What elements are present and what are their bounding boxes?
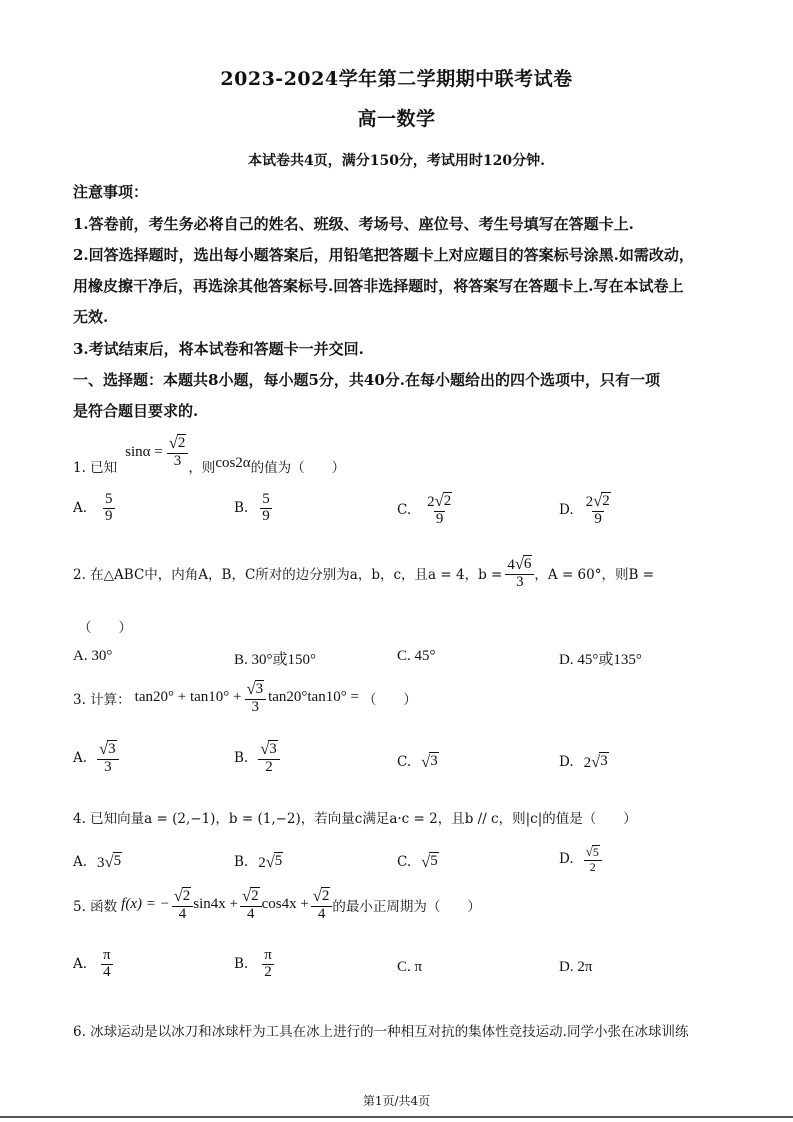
q2-b-den: 3	[516, 573, 524, 590]
q1-d-den: 9	[594, 510, 602, 527]
q2-b-coef: 4	[507, 557, 515, 573]
q2-option-a[interactable]: A. 30°	[73, 648, 113, 664]
q5-t1-den: 4	[178, 905, 187, 922]
q5-t2-rad: 2	[251, 888, 259, 904]
q1-d-coef: 2	[585, 494, 594, 510]
q1-option-a[interactable]	[73, 492, 115, 525]
exam-title: 2023-2024学年第二学期期中联考试卷	[220, 68, 573, 90]
q1-a-den: 9	[105, 507, 113, 524]
q5-t2-den: 4	[247, 905, 255, 922]
section-1-line-2: 是符合题目要求的.	[73, 402, 199, 420]
q4-a-rad: 5	[113, 853, 122, 869]
option-label: D.	[559, 851, 574, 868]
q4-option-a[interactable]: A. 3 √ 5	[73, 852, 122, 871]
q5-a-den: 4	[103, 963, 111, 980]
q2-paren: （ ）	[78, 620, 132, 636]
q3-a-rad: 3	[108, 741, 116, 757]
q1-option-d[interactable]: D. 2 √ 2 9	[559, 491, 610, 527]
note-3: 3.考试结束后，将本试卷和答题卡一并交回.	[73, 340, 364, 358]
q3-option-c[interactable]: C. √ 3	[397, 752, 438, 771]
q4-d-den: 2	[589, 859, 596, 874]
q3-a-den: 3	[104, 758, 112, 775]
q3-option-b[interactable]: B. √ 3 2	[234, 740, 280, 776]
q5-t2-tail: cos4x +	[261, 896, 309, 913]
q1-c-den: 9	[435, 510, 444, 527]
q1-num: 2	[177, 435, 186, 452]
option-label: D.	[559, 501, 574, 518]
q3-den: 3	[251, 698, 260, 715]
q2-option-b[interactable]: B. 30°或150°	[234, 652, 317, 668]
option-label: B.	[234, 956, 249, 973]
q5-t1-rad: 2	[182, 888, 191, 904]
q3-paren: （ ）	[362, 691, 417, 708]
q5-b-den: 2	[264, 963, 272, 980]
q4-b-rad: 5	[274, 853, 283, 869]
q5-t3-rad: 2	[321, 888, 330, 904]
q5-option-b[interactable]	[234, 948, 274, 981]
q5-b-num: π	[264, 947, 272, 963]
q5-a-num: π	[103, 947, 111, 963]
question-6: 6. 冰球运动是以冰刀和冰球杆为工具在冰上进行的一种相互对抗的集体性竞技运动.同学小张在冰球训练	[73, 1024, 689, 1040]
q2-text: 2. 在△ABC中，内角A，B，C所对的边分别为a，b，c，且a = 4，b =	[73, 566, 503, 583]
page-number: 第1页/共4页	[362, 1094, 431, 1108]
question-5: 5. 函数 f(x) = − √ 2 4 sin4x + √ 2 4 cos4x + √ 2 4 的最小正周期为（ ）	[73, 886, 481, 922]
option-label: A.	[73, 854, 88, 870]
q2-tail: ，A = 60°，则B =	[534, 566, 655, 583]
q1-d-rad: 2	[602, 493, 610, 509]
question-2: 2. 在△ABC中，内角A，B，C所对的边分别为a，b，c，且a = 4，b = 4 √ 6 3 ，A = 60°，则B =	[73, 554, 655, 590]
q3-d-coef: 2	[583, 755, 592, 771]
q4-c-rad: 5	[430, 853, 438, 869]
page-bottom-divider	[0, 1116, 793, 1118]
q1-b-num: 5	[262, 491, 270, 507]
q3-b-rad: 3	[269, 741, 277, 757]
q3-expr2: tan20°tan10° =	[268, 689, 359, 706]
q5-fx: f(x) = −	[121, 896, 170, 913]
q2-b-rad: 6	[523, 556, 532, 572]
option-label: C.	[397, 754, 412, 770]
q1-den: 3	[173, 453, 182, 469]
q1-fraction: √ 2 3	[167, 434, 189, 470]
q5-option-a[interactable]	[73, 948, 113, 981]
q5-t3-den: 4	[317, 905, 326, 922]
q4-option-d[interactable]: D. √ 5 2	[559, 845, 602, 873]
q5-prefix: 5. 函数	[73, 898, 118, 915]
q5-suffix: 的最小正周期为（ ）	[332, 898, 481, 915]
q1-b-den: 9	[262, 507, 270, 524]
option-label: B.	[234, 854, 249, 870]
q1-suffix: 的值为（ ）	[250, 460, 346, 476]
q3-d-rad: 3	[600, 753, 608, 769]
option-label: C.	[397, 854, 412, 870]
option-label: A.	[73, 500, 88, 517]
q3-option-d[interactable]: D. 2 √ 3	[559, 752, 608, 771]
section-1-line-1: 一、选择题：本题共8小题，每小题5分，共40分.在每小题给出的四个选项中，只有一项	[73, 371, 660, 389]
q1-a-num: 5	[105, 491, 113, 507]
q4-b-coef: 2	[258, 855, 266, 871]
q4-option-b[interactable]: B. 2 √ 5	[234, 852, 283, 871]
option-label: B.	[234, 749, 249, 766]
option-label: A.	[73, 749, 88, 766]
q2-option-d[interactable]: D. 45°或135°	[559, 652, 642, 668]
question-3: 3. 计算： tan20° + tan10° + √ 3 3 tan20°tan10° = （ ）	[73, 679, 417, 715]
q3-prefix: 3. 计算：	[73, 691, 131, 708]
q5-option-d[interactable]: D. 2π	[559, 959, 593, 975]
q3-rad: 3	[255, 681, 264, 697]
option-label: A.	[73, 956, 88, 973]
q1-option-b[interactable]	[234, 492, 272, 525]
option-label: D.	[559, 754, 574, 770]
q1-c-coef: 2	[427, 494, 435, 510]
q3-b-den: 2	[265, 758, 273, 775]
q2-option-c[interactable]: C. 45°	[397, 648, 436, 664]
q4-option-c[interactable]: C. √ 5	[397, 852, 438, 871]
q3-option-a[interactable]: A. √ 3 3	[73, 740, 119, 776]
q3-expr1: tan20° + tan10° +	[134, 689, 242, 706]
exam-info: 本试卷共4页，满分150分，考试用时120分钟.	[247, 153, 546, 169]
q1-prefix: 1. 已知	[73, 460, 118, 476]
note-2-line-3: 无效.	[73, 308, 109, 326]
note-1: 1.答卷前，考生务必将自己的姓名、班级、考场号、座位号、考生号填写在答题卡上.	[73, 215, 634, 233]
q1-mid: ，则	[188, 460, 216, 476]
q5-t1-tail: sin4x +	[193, 896, 239, 913]
q4-d-rad: 5	[592, 845, 599, 859]
q5-option-c[interactable]: C. π	[397, 959, 423, 975]
q1-expr: cos2α	[215, 454, 251, 471]
q1-option-c[interactable]: C. 2 √ 2 9	[397, 491, 452, 527]
subject-title: 高一数学	[357, 108, 436, 130]
note-2-line-2: 用橡皮擦干净后，再选涂其他答案标号.回答非选择题时，将答案写在答题卡上.写在本试卷上	[73, 277, 684, 295]
note-2-line-1: 2.回答选择题时，选出每小题答案后，用铅笔把答题卡上对应题目的答案标号涂黑.如需改动，	[73, 246, 694, 264]
q4-a-coef: 3	[97, 855, 105, 871]
q1-c-rad: 2	[443, 493, 452, 509]
q1-lhs: sinα =	[125, 443, 163, 460]
q3-c-rad: 3	[430, 753, 438, 769]
question-1	[73, 428, 345, 476]
notes-heading: 注意事项：	[73, 183, 149, 201]
option-label: C.	[397, 501, 412, 518]
option-label: B.	[234, 500, 249, 517]
question-4: 4. 已知向量a = (2,−1)，b = (1,−2)，若向量c满足a·c = 2，且b // c，则|c|的值是（ ）	[73, 811, 637, 827]
